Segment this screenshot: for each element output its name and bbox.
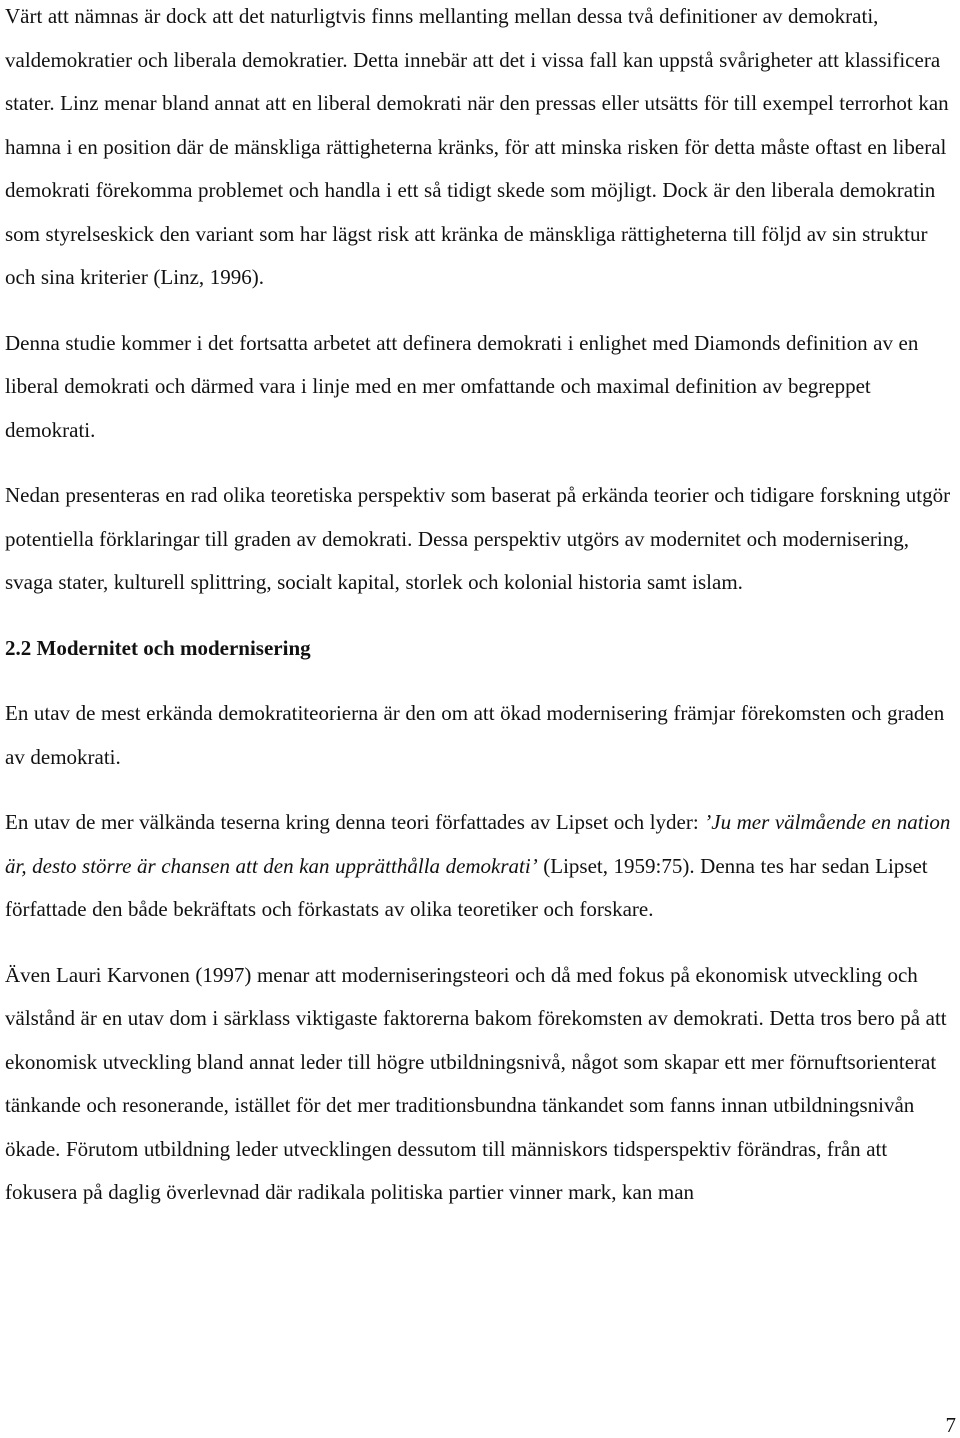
paragraph-karvonen: Även Lauri Karvonen (1997) menar att moderniseringsteori och då med fokus på ekonomisk utveckling och välstånd är en utav dom i särklass viktigaste faktorerna bakom förekomsten av demokrati. Detta tros bero på att ekonomisk utveckling bland annat leder till högre utbildningsnivå, något som skapar ett mer förnuftsorienterat tänkande och resonerande, istället för det mer traditionsbundna tänkandet som fanns innan utbildningsnivån ökade. Förutom utbildning leder utvecklingen dessutom till människors tidsperspektiv förändras, från att fokusera på daglig överlevnad där radikala politiska partier vinner mark, kan man xyxy=(5,962,947,1204)
paragraph-liberal-democracy: Värt att nämnas är dock att det naturligtvis finns mellanting mellan dessa två definitioner av demokrati, valdemokratier och liberala demokratier. Detta innebär att det i vissa fall kan uppstå svårigheter att klassificera stater. Linz menar bland annat att en liberal demokrati när den pressas eller utsätts för till exempel terrorhot kan hamna i en position där de mänskliga rättigheterna kränks, för att minska risken för detta måste oftast en liberal demokrati förekomma problemet och handla i ett så tidigt skede som möjligt. Dock är den liberala demokratin som styrelseskick den variant som har lägst risk att kränka de mänskliga rättigheterna till följd av sin struktur och sina kriterier (Linz, 1996). xyxy=(5,4,949,289)
paragraph-study-definition: Denna studie kommer i det fortsatta arbetet att definera demokrati i enlighet med Diamonds definition av en liberal demokrati och därmed vara i linje med en mer omfattande och maximal definition av begreppet demokrati. xyxy=(5,330,919,442)
document-page xyxy=(5,0,960,1215)
paragraph-lipset-thesis xyxy=(5,801,960,932)
page-number: 7 xyxy=(945,1413,956,1437)
lipset-text-after: (Lipset, 1959:75). Denna tes har sedan Lipset författade den både bekräftats och förkastats av olika teoretiker och forskare. xyxy=(5,853,928,921)
lipset-text-before: En utav de mer välkända teserna kring denna teori författades av Lipset och lyder: xyxy=(5,810,705,834)
paragraph-modernization-intro: En utav de mest erkända demokratiteorierna är den om att ökad modernisering främjar förekomsten och graden av demokrati. xyxy=(5,701,945,769)
lipset-quote: ’Ju mer välmående en nation är, desto större är chansen att den kan upprätthålla demokrati’ xyxy=(5,810,951,878)
section-heading: 2.2 Modernitet och modernisering xyxy=(5,635,311,660)
paragraph-theoretical-perspectives: Nedan presenteras en rad olika teoretiska perspektiv som baserat på erkända teorier och tidigare forskning utgör potentiella förklaringar till graden av demokrati. Dessa perspektiv utgörs av modernitet och modernisering, svaga stater, kulturell splittring, socialt kapital, storlek och kolonial historia samt islam. xyxy=(5,483,951,594)
